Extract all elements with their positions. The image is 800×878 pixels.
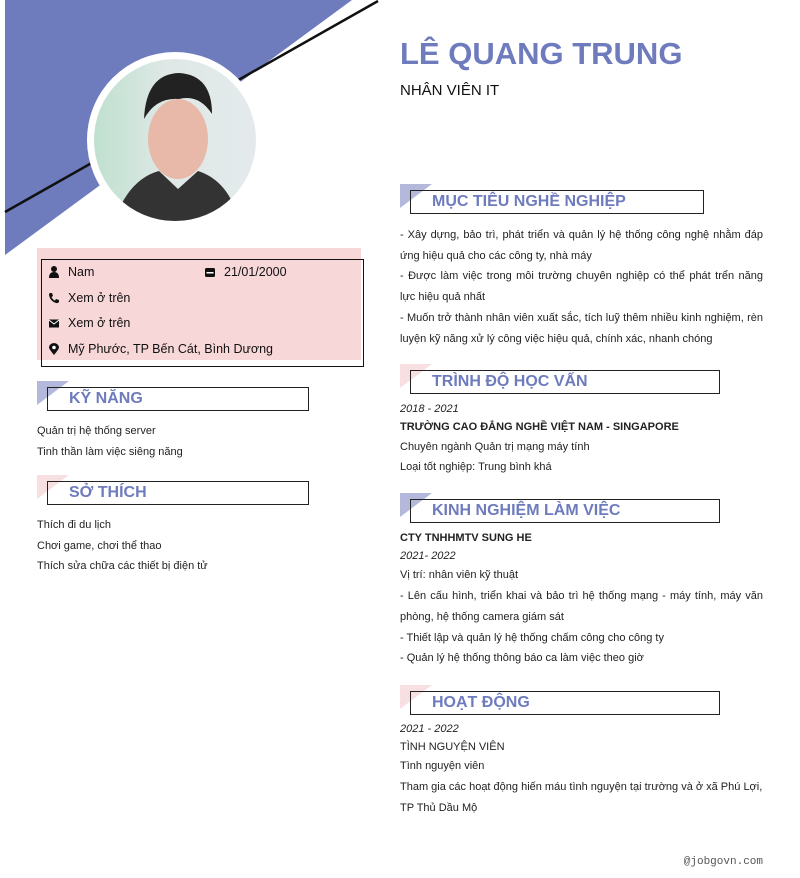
skills-heading: KỸ NĂNG	[37, 381, 309, 411]
hobby-item: Thích sửa chữa các thiết bị điện tử	[37, 560, 208, 572]
activity-org: Tình nguyện viên	[400, 760, 485, 772]
company-name: CTY TNHHMTV SUNG HE	[400, 532, 532, 544]
email-value: Xem ở trên	[68, 316, 131, 330]
hobby-item: Chơi game, chơi thể thao	[37, 540, 162, 552]
experience-heading: KINH NGHIỆM LÀM VIỆC	[400, 493, 720, 523]
activity-period: 2021 - 2022	[400, 723, 459, 735]
watermark: @jobgovn.com	[683, 856, 763, 868]
gender-value: Nam	[68, 265, 95, 279]
map-pin-icon	[48, 343, 60, 355]
education-grade: Loại tốt nghiệp: Trung bình khá	[400, 461, 552, 473]
candidate-name: LÊ QUANG TRUNG	[400, 36, 683, 71]
hobby-item: Thích đi du lịch	[37, 519, 111, 531]
skill-item: Quản trị hệ thống server	[37, 425, 156, 437]
experience-item: - Thiết lập và quản lý hệ thống chấm công cho công ty	[400, 632, 664, 644]
skill-item: Tinh thần làm việc siêng năng	[37, 446, 183, 458]
objective-item: - Xây dựng, bảo trì, phát triển và quản lý hệ thống công nghệ nhằm đáp ứng hiệu quả cho các công ty, nhà máy	[400, 229, 763, 262]
user-icon	[48, 266, 60, 278]
gender-row	[48, 265, 94, 279]
envelope-icon	[48, 317, 60, 329]
objective-item: - Muốn trở thành nhân viên xuất sắc, tích luỹ thêm nhiều kinh nghiệm, rèn luyện kỹ năng xử lý công việc hiệu quả, chính xác, nhanh chóng	[400, 312, 763, 345]
job-title: NHÂN VIÊN IT	[400, 82, 500, 99]
experience-position: Vị trí: nhân viên kỹ thuật	[400, 569, 519, 581]
address-value: Mỹ Phước, TP Bến Cát, Bình Dương	[68, 342, 273, 356]
education-heading: TRÌNH ĐỘ HỌC VẤN	[400, 364, 720, 394]
address-row	[48, 342, 273, 356]
activity-role: TÌNH NGUYỆN VIÊN	[400, 741, 505, 753]
activity-description: Tham gia các hoạt động hiến máu tình nguyện tại trường và ở xã Phú Lợi, TP Thủ Dầu Mộ	[400, 781, 763, 814]
experience-item: - Lên cấu hình, triển khai và bảo trì hệ thống mạng - máy tính, máy văn phòng, hệ thống camera giám sát	[400, 590, 763, 623]
hobbies-heading: SỞ THÍCH	[37, 475, 309, 505]
objective-heading: MỤC TIÊU NGHỀ NGHIỆP	[400, 184, 704, 214]
experience-period: 2021- 2022	[400, 550, 456, 562]
activities-heading: HOẠT ĐỘNG	[400, 685, 720, 715]
education-period: 2018 - 2021	[400, 403, 459, 415]
avatar	[87, 52, 263, 228]
education-major: Chuyên ngành Quản trị mạng máy tính	[400, 441, 590, 453]
phone-icon	[48, 292, 60, 304]
calendar-icon	[204, 266, 216, 278]
school-name: TRƯỜNG CAO ĐẲNG NGHỀ VIỆT NAM - SINGAPORE	[400, 421, 679, 433]
experience-item: - Quản lý hệ thống thông báo ca làm việc theo giờ	[400, 652, 644, 664]
phone-value: Xem ở trên	[68, 291, 131, 305]
objective-item: - Được làm việc trong môi trường chuyên nghiệp có thể phát trển năng lực hiệu quả nhất	[400, 270, 763, 303]
phone-row	[48, 291, 130, 305]
birthday-value: 21/01/2000	[224, 265, 287, 279]
birthday-row	[204, 265, 287, 279]
email-row	[48, 316, 130, 330]
